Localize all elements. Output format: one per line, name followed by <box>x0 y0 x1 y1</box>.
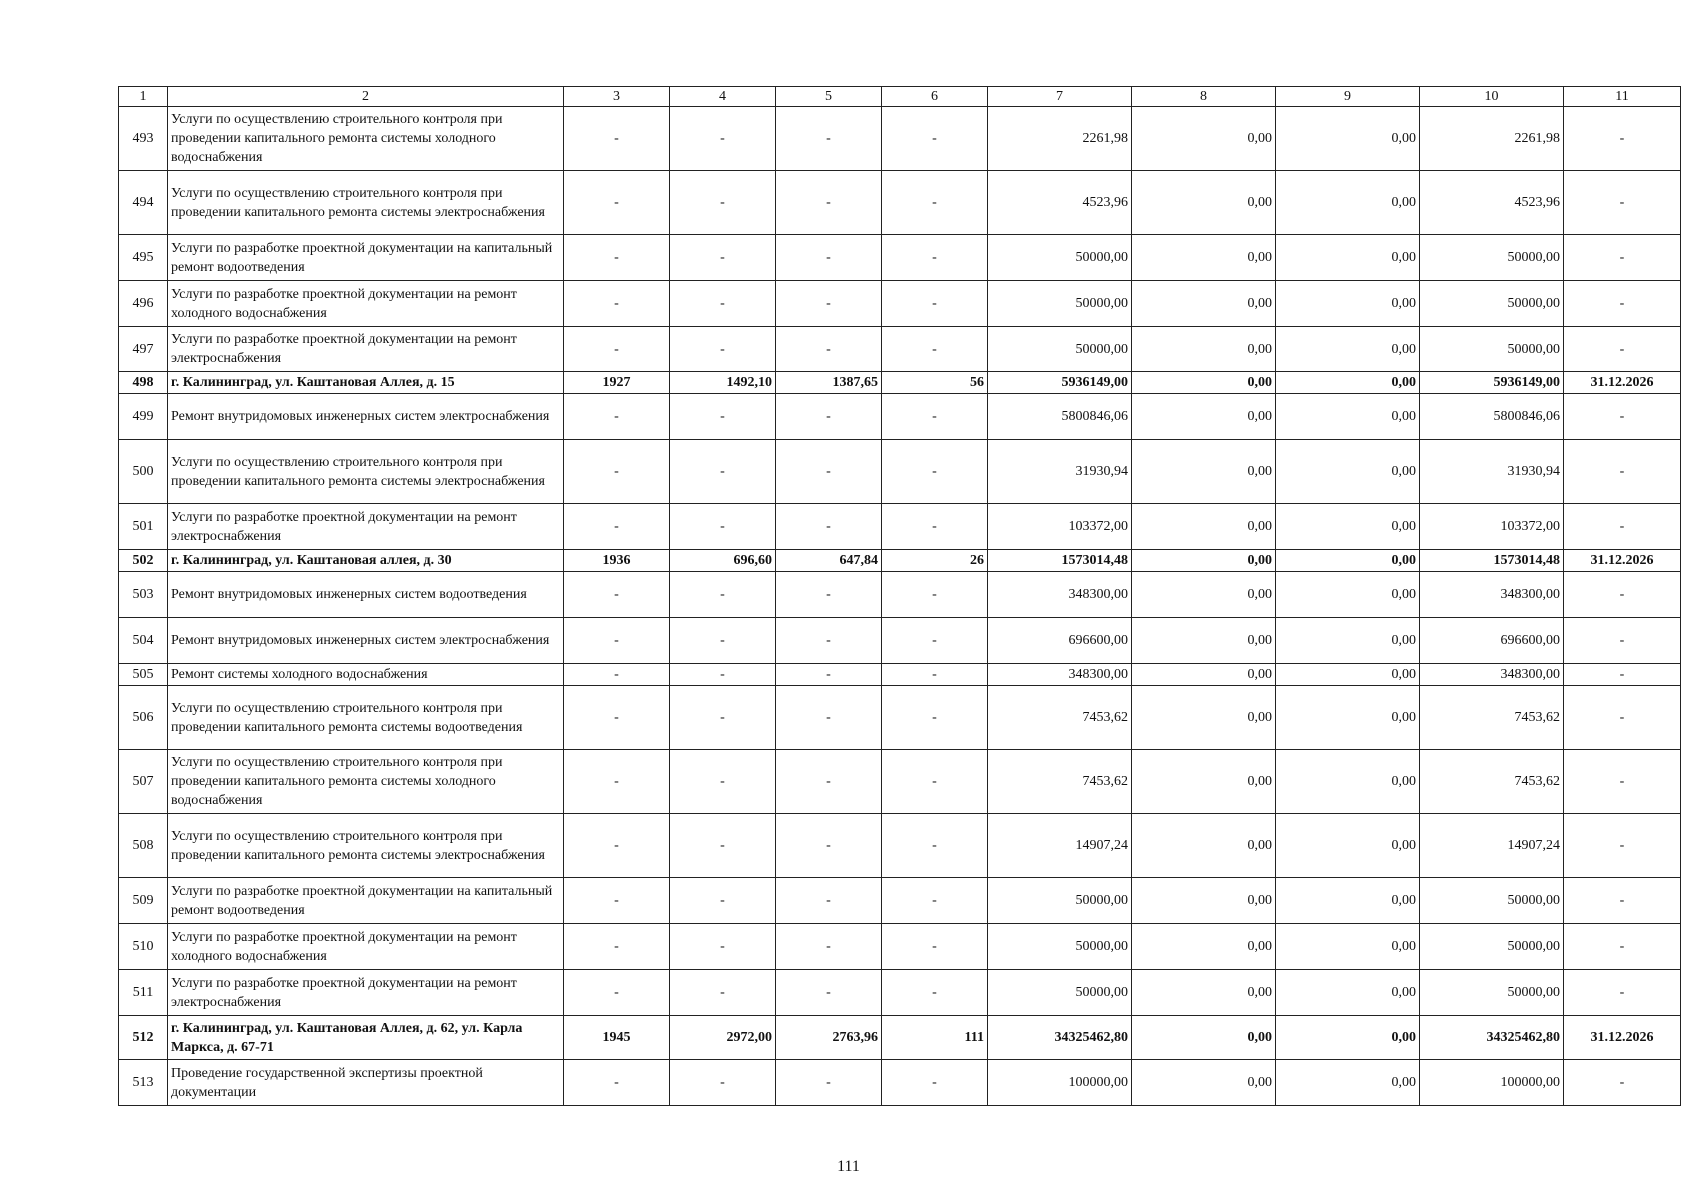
cost-cell-col10: 31930,94 <box>1420 440 1564 504</box>
year-cell: - <box>564 107 670 171</box>
description-cell: г. Калининград, ул. Каштановая аллея, д. 30 <box>168 550 564 572</box>
area-cell: - <box>670 327 776 372</box>
row-number-cell: 494 <box>119 171 168 235</box>
cost-cell-col8: 0,00 <box>1132 1016 1276 1060</box>
cost-cell-col9: 0,00 <box>1276 327 1420 372</box>
cost-cell-col8: 0,00 <box>1132 550 1276 572</box>
living-area-cell: - <box>776 970 882 1016</box>
column-number-cell: 3 <box>564 87 670 107</box>
table-row <box>119 107 1681 171</box>
completion-date-cell: - <box>1564 171 1681 235</box>
cost-cell-col10: 2261,98 <box>1420 107 1564 171</box>
completion-date-cell: - <box>1564 970 1681 1016</box>
row-number-cell: 510 <box>119 924 168 970</box>
completion-date-cell: - <box>1564 686 1681 750</box>
total-cost-cell: 50000,00 <box>988 281 1132 327</box>
description-cell: Услуги по осуществлению строительного контроля при проведении капитального ремонта системы электроснабжения <box>168 814 564 878</box>
table-row <box>119 327 1681 372</box>
living-area-cell: - <box>776 664 882 686</box>
cost-cell-col9: 0,00 <box>1276 440 1420 504</box>
completion-date-cell: - <box>1564 664 1681 686</box>
cost-cell-col8: 0,00 <box>1132 572 1276 618</box>
area-cell: - <box>670 686 776 750</box>
cost-cell-col9: 0,00 <box>1276 664 1420 686</box>
row-number-cell: 505 <box>119 664 168 686</box>
area-cell: - <box>670 281 776 327</box>
cost-cell-col9: 0,00 <box>1276 171 1420 235</box>
residents-cell: - <box>882 686 988 750</box>
year-cell: - <box>564 572 670 618</box>
description-cell: Ремонт внутридомовых инженерных систем водоотведения <box>168 572 564 618</box>
cost-cell-col9: 0,00 <box>1276 281 1420 327</box>
completion-date-cell: - <box>1564 235 1681 281</box>
column-number-cell: 10 <box>1420 87 1564 107</box>
cost-cell-col9: 0,00 <box>1276 878 1420 924</box>
total-cost-cell: 103372,00 <box>988 504 1132 550</box>
completion-date-cell: - <box>1564 504 1681 550</box>
total-cost-cell: 348300,00 <box>988 572 1132 618</box>
residents-cell: - <box>882 814 988 878</box>
total-cost-cell: 5800846,06 <box>988 394 1132 440</box>
table-row <box>119 394 1681 440</box>
table-row <box>119 281 1681 327</box>
table-row <box>119 970 1681 1016</box>
column-number-cell: 7 <box>988 87 1132 107</box>
column-number-cell: 2 <box>168 87 564 107</box>
year-cell: - <box>564 750 670 814</box>
row-number-cell: 512 <box>119 1016 168 1060</box>
page-number: 111 <box>837 1158 860 1175</box>
row-number-cell: 502 <box>119 550 168 572</box>
description-cell: г. Калининград, ул. Каштановая Аллея, д. 15 <box>168 372 564 394</box>
row-number-cell: 495 <box>119 235 168 281</box>
description-cell: Услуги по разработке проектной документации на капитальный ремонт водоотведения <box>168 878 564 924</box>
completion-date-cell: - <box>1564 814 1681 878</box>
living-area-cell: - <box>776 235 882 281</box>
description-cell: Услуги по разработке проектной документации на ремонт электроснабжения <box>168 504 564 550</box>
table-row <box>119 1016 1681 1060</box>
table-row <box>119 504 1681 550</box>
cost-cell-col8: 0,00 <box>1132 686 1276 750</box>
year-cell: - <box>564 327 670 372</box>
cost-cell-col8: 0,00 <box>1132 235 1276 281</box>
total-cost-cell: 50000,00 <box>988 924 1132 970</box>
column-number-cell: 9 <box>1276 87 1420 107</box>
cost-cell-col10: 100000,00 <box>1420 1060 1564 1106</box>
cost-cell-col9: 0,00 <box>1276 107 1420 171</box>
year-cell: - <box>564 970 670 1016</box>
cost-cell-col8: 0,00 <box>1132 394 1276 440</box>
total-cost-cell: 348300,00 <box>988 664 1132 686</box>
living-area-cell: - <box>776 878 882 924</box>
table-row <box>119 814 1681 878</box>
cost-cell-col8: 0,00 <box>1132 107 1276 171</box>
cost-cell-col9: 0,00 <box>1276 504 1420 550</box>
completion-date-cell: - <box>1564 618 1681 664</box>
description-cell: г. Калининград, ул. Каштановая Аллея, д. 62, ул. Карла Маркса, д. 67-71 <box>168 1016 564 1060</box>
total-cost-cell: 14907,24 <box>988 814 1132 878</box>
completion-date-cell: - <box>1564 1060 1681 1106</box>
cost-cell-col9: 0,00 <box>1276 814 1420 878</box>
residents-cell: - <box>882 618 988 664</box>
residents-cell: - <box>882 1060 988 1106</box>
description-cell: Услуги по разработке проектной документации на ремонт холодного водоснабжения <box>168 281 564 327</box>
table-row <box>119 686 1681 750</box>
living-area-cell: 1387,65 <box>776 372 882 394</box>
area-cell: - <box>670 924 776 970</box>
cost-cell-col10: 7453,62 <box>1420 686 1564 750</box>
description-cell: Ремонт внутридомовых инженерных систем электроснабжения <box>168 394 564 440</box>
total-cost-cell: 50000,00 <box>988 878 1132 924</box>
cost-cell-col10: 5800846,06 <box>1420 394 1564 440</box>
cost-cell-col10: 103372,00 <box>1420 504 1564 550</box>
table-row <box>119 878 1681 924</box>
living-area-cell: - <box>776 1060 882 1106</box>
living-area-cell: - <box>776 924 882 970</box>
year-cell: - <box>564 1060 670 1106</box>
row-number-cell: 513 <box>119 1060 168 1106</box>
table-row <box>119 440 1681 504</box>
cost-cell-col9: 0,00 <box>1276 924 1420 970</box>
area-cell: - <box>670 618 776 664</box>
row-number-cell: 509 <box>119 878 168 924</box>
residents-cell: - <box>882 327 988 372</box>
description-cell: Услуги по осуществлению строительного контроля при проведении капитального ремонта системы холодного водоснабжения <box>168 750 564 814</box>
living-area-cell: 2763,96 <box>776 1016 882 1060</box>
total-cost-cell: 2261,98 <box>988 107 1132 171</box>
row-number-cell: 508 <box>119 814 168 878</box>
cost-cell-col10: 696600,00 <box>1420 618 1564 664</box>
row-number-cell: 497 <box>119 327 168 372</box>
row-number-cell: 493 <box>119 107 168 171</box>
row-number-cell: 496 <box>119 281 168 327</box>
cost-cell-col10: 50000,00 <box>1420 327 1564 372</box>
year-cell: - <box>564 281 670 327</box>
row-number-cell: 507 <box>119 750 168 814</box>
year-cell: - <box>564 171 670 235</box>
table-row <box>119 664 1681 686</box>
living-area-cell: - <box>776 107 882 171</box>
description-cell: Ремонт системы холодного водоснабжения <box>168 664 564 686</box>
column-number-cell: 5 <box>776 87 882 107</box>
residents-cell: 56 <box>882 372 988 394</box>
area-cell: - <box>670 440 776 504</box>
table-row <box>119 618 1681 664</box>
description-cell: Услуги по осуществлению строительного контроля при проведении капитального ремонта системы холодного водоснабжения <box>168 107 564 171</box>
living-area-cell: - <box>776 618 882 664</box>
living-area-cell: - <box>776 281 882 327</box>
cost-cell-col10: 4523,96 <box>1420 171 1564 235</box>
completion-date-cell: - <box>1564 750 1681 814</box>
residents-cell: - <box>882 171 988 235</box>
area-cell: 2972,00 <box>670 1016 776 1060</box>
cost-cell-col10: 50000,00 <box>1420 970 1564 1016</box>
row-number-cell: 511 <box>119 970 168 1016</box>
residents-cell: - <box>882 281 988 327</box>
cost-cell-col9: 0,00 <box>1276 1060 1420 1106</box>
living-area-cell: - <box>776 572 882 618</box>
living-area-cell: - <box>776 440 882 504</box>
residents-cell: - <box>882 107 988 171</box>
cost-cell-col9: 0,00 <box>1276 550 1420 572</box>
living-area-cell: - <box>776 504 882 550</box>
cost-cell-col10: 348300,00 <box>1420 664 1564 686</box>
area-cell: - <box>670 394 776 440</box>
area-cell: - <box>670 970 776 1016</box>
row-number-cell: 500 <box>119 440 168 504</box>
cost-cell-col10: 14907,24 <box>1420 814 1564 878</box>
cost-cell-col10: 50000,00 <box>1420 235 1564 281</box>
cost-cell-col8: 0,00 <box>1132 171 1276 235</box>
living-area-cell: - <box>776 394 882 440</box>
completion-date-cell: - <box>1564 281 1681 327</box>
cost-cell-col8: 0,00 <box>1132 440 1276 504</box>
total-cost-cell: 7453,62 <box>988 686 1132 750</box>
total-cost-cell: 31930,94 <box>988 440 1132 504</box>
total-cost-cell: 5936149,00 <box>988 372 1132 394</box>
residents-cell: - <box>882 572 988 618</box>
residents-cell: - <box>882 970 988 1016</box>
description-cell: Услуги по разработке проектной документации на капитальный ремонт водоотведения <box>168 235 564 281</box>
area-cell: - <box>670 171 776 235</box>
residents-cell: - <box>882 504 988 550</box>
cost-cell-col9: 0,00 <box>1276 1016 1420 1060</box>
cost-cell-col10: 50000,00 <box>1420 878 1564 924</box>
column-number-cell: 8 <box>1132 87 1276 107</box>
residents-cell: 26 <box>882 550 988 572</box>
cost-cell-col8: 0,00 <box>1132 750 1276 814</box>
table-row <box>119 550 1681 572</box>
cost-cell-col9: 0,00 <box>1276 686 1420 750</box>
completion-date-cell: - <box>1564 924 1681 970</box>
row-number-cell: 504 <box>119 618 168 664</box>
living-area-cell: - <box>776 814 882 878</box>
year-cell: - <box>564 686 670 750</box>
cost-cell-col10: 1573014,48 <box>1420 550 1564 572</box>
completion-date-cell: - <box>1564 394 1681 440</box>
description-cell: Услуги по разработке проектной документации на ремонт электроснабжения <box>168 327 564 372</box>
description-cell: Услуги по осуществлению строительного контроля при проведении капитального ремонта системы водоотведения <box>168 686 564 750</box>
total-cost-cell: 696600,00 <box>988 618 1132 664</box>
area-cell: - <box>670 107 776 171</box>
year-cell: - <box>564 878 670 924</box>
cost-cell-col8: 0,00 <box>1132 924 1276 970</box>
area-cell: - <box>670 814 776 878</box>
year-cell: 1927 <box>564 372 670 394</box>
year-cell: - <box>564 394 670 440</box>
year-cell: - <box>564 235 670 281</box>
area-cell: 1492,10 <box>670 372 776 394</box>
description-cell: Услуги по разработке проектной документации на ремонт холодного водоснабжения <box>168 924 564 970</box>
table-row <box>119 235 1681 281</box>
total-cost-cell: 50000,00 <box>988 235 1132 281</box>
cost-cell-col8: 0,00 <box>1132 281 1276 327</box>
cost-cell-col10: 5936149,00 <box>1420 372 1564 394</box>
completion-date-cell: 31.12.2026 <box>1564 372 1681 394</box>
year-cell: 1936 <box>564 550 670 572</box>
cost-cell-col8: 0,00 <box>1132 504 1276 550</box>
total-cost-cell: 4523,96 <box>988 171 1132 235</box>
living-area-cell: - <box>776 327 882 372</box>
cost-cell-col9: 0,00 <box>1276 235 1420 281</box>
cost-cell-col10: 50000,00 <box>1420 924 1564 970</box>
living-area-cell: - <box>776 750 882 814</box>
area-cell: - <box>670 572 776 618</box>
cost-cell-col10: 34325462,80 <box>1420 1016 1564 1060</box>
year-cell: - <box>564 618 670 664</box>
cost-cell-col8: 0,00 <box>1132 970 1276 1016</box>
table-row <box>119 572 1681 618</box>
completion-date-cell: - <box>1564 572 1681 618</box>
cost-cell-col9: 0,00 <box>1276 970 1420 1016</box>
residents-cell: - <box>882 924 988 970</box>
completion-date-cell: 31.12.2026 <box>1564 1016 1681 1060</box>
cost-cell-col8: 0,00 <box>1132 664 1276 686</box>
column-number-cell: 4 <box>670 87 776 107</box>
year-cell: - <box>564 504 670 550</box>
cost-cell-col9: 0,00 <box>1276 618 1420 664</box>
total-cost-cell: 34325462,80 <box>988 1016 1132 1060</box>
year-cell: - <box>564 814 670 878</box>
table-row <box>119 750 1681 814</box>
total-cost-cell: 7453,62 <box>988 750 1132 814</box>
living-area-cell: - <box>776 171 882 235</box>
column-number-cell: 1 <box>119 87 168 107</box>
area-cell: - <box>670 878 776 924</box>
cost-cell-col9: 0,00 <box>1276 372 1420 394</box>
cost-cell-col8: 0,00 <box>1132 372 1276 394</box>
area-cell: - <box>670 664 776 686</box>
residents-cell: - <box>882 878 988 924</box>
table-row <box>119 171 1681 235</box>
table-row <box>119 372 1681 394</box>
row-number-cell: 499 <box>119 394 168 440</box>
year-cell: - <box>564 440 670 504</box>
total-cost-cell: 50000,00 <box>988 327 1132 372</box>
cost-cell-col8: 0,00 <box>1132 327 1276 372</box>
area-cell: - <box>670 235 776 281</box>
residents-cell: - <box>882 235 988 281</box>
column-number-row <box>119 87 1681 107</box>
completion-date-cell: - <box>1564 878 1681 924</box>
cost-cell-col10: 7453,62 <box>1420 750 1564 814</box>
column-number-cell: 11 <box>1564 87 1681 107</box>
description-cell: Услуги по осуществлению строительного контроля при проведении капитального ремонта системы электроснабжения <box>168 440 564 504</box>
description-cell: Услуги по разработке проектной документации на ремонт электроснабжения <box>168 970 564 1016</box>
cost-cell-col8: 0,00 <box>1132 878 1276 924</box>
year-cell: 1945 <box>564 1016 670 1060</box>
description-cell: Ремонт внутридомовых инженерных систем электроснабжения <box>168 618 564 664</box>
residents-cell: - <box>882 440 988 504</box>
cost-cell-col10: 348300,00 <box>1420 572 1564 618</box>
row-number-cell: 503 <box>119 572 168 618</box>
total-cost-cell: 50000,00 <box>988 970 1132 1016</box>
column-number-cell: 6 <box>882 87 988 107</box>
budget-table <box>118 86 1681 1106</box>
area-cell: 696,60 <box>670 550 776 572</box>
year-cell: - <box>564 924 670 970</box>
residents-cell: - <box>882 750 988 814</box>
completion-date-cell: - <box>1564 327 1681 372</box>
completion-date-cell: 31.12.2026 <box>1564 550 1681 572</box>
completion-date-cell: - <box>1564 440 1681 504</box>
cost-cell-col9: 0,00 <box>1276 572 1420 618</box>
cost-cell-col8: 0,00 <box>1132 618 1276 664</box>
row-number-cell: 498 <box>119 372 168 394</box>
residents-cell: - <box>882 394 988 440</box>
total-cost-cell: 100000,00 <box>988 1060 1132 1106</box>
area-cell: - <box>670 1060 776 1106</box>
living-area-cell: 647,84 <box>776 550 882 572</box>
area-cell: - <box>670 504 776 550</box>
row-number-cell: 506 <box>119 686 168 750</box>
table-row <box>119 1060 1681 1106</box>
description-cell: Проведение государственной экспертизы проектной документации <box>168 1060 564 1106</box>
description-cell: Услуги по осуществлению строительного контроля при проведении капитального ремонта системы электроснабжения <box>168 171 564 235</box>
area-cell: - <box>670 750 776 814</box>
row-number-cell: 501 <box>119 504 168 550</box>
completion-date-cell: - <box>1564 107 1681 171</box>
residents-cell: - <box>882 664 988 686</box>
cost-cell-col8: 0,00 <box>1132 814 1276 878</box>
living-area-cell: - <box>776 686 882 750</box>
residents-cell: 111 <box>882 1016 988 1060</box>
total-cost-cell: 1573014,48 <box>988 550 1132 572</box>
cost-cell-col8: 0,00 <box>1132 1060 1276 1106</box>
year-cell: - <box>564 664 670 686</box>
table-row <box>119 924 1681 970</box>
cost-cell-col9: 0,00 <box>1276 394 1420 440</box>
cost-cell-col9: 0,00 <box>1276 750 1420 814</box>
cost-cell-col10: 50000,00 <box>1420 281 1564 327</box>
